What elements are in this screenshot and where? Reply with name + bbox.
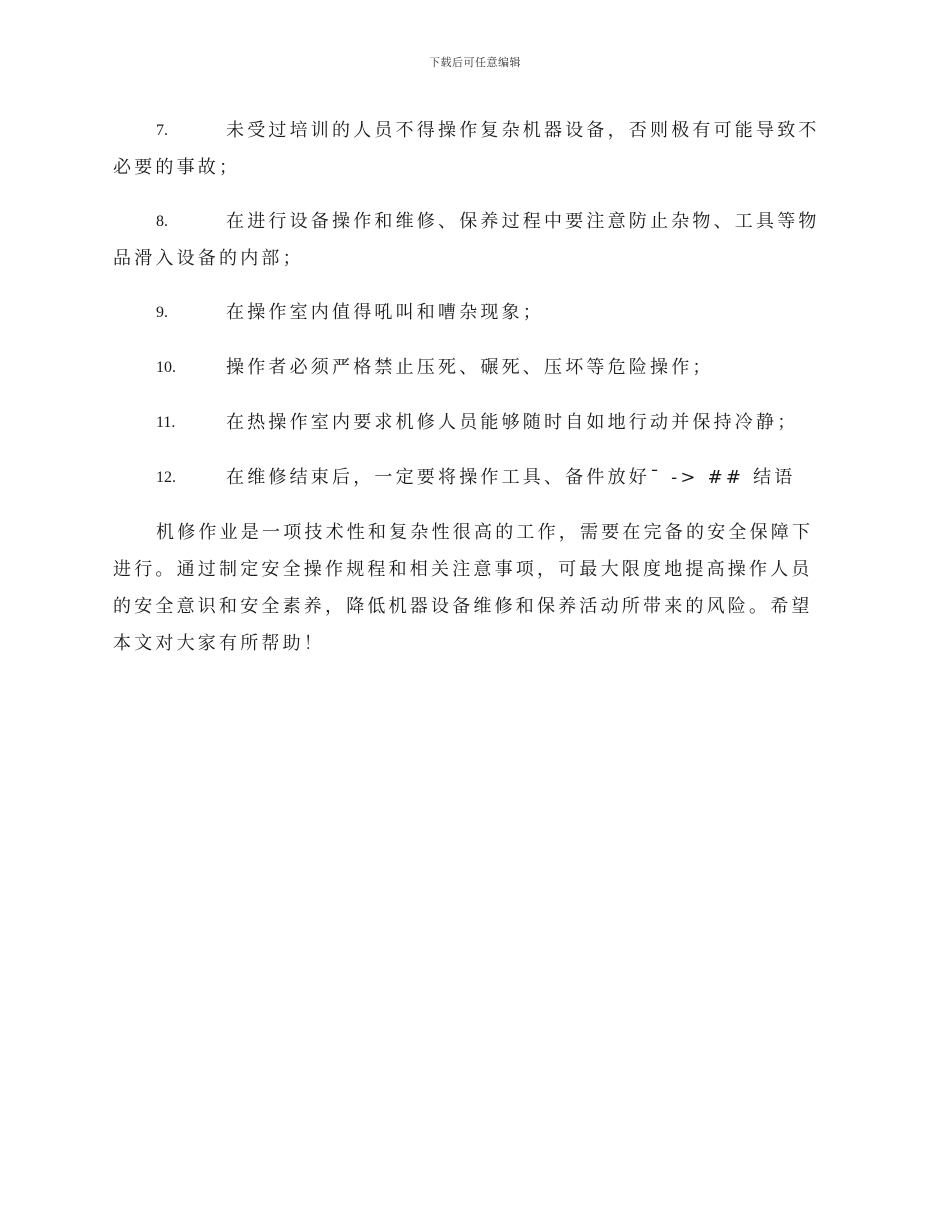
list-item	[113, 112, 833, 186]
item-text: 在操作室内值得吼叫和嘈杂现象；	[226, 302, 544, 323]
item-number: 9.	[156, 304, 168, 321]
item-number: 12.	[156, 469, 176, 486]
item-text: 在维修结束后，一定要将操作工具、备件放好ˉ -> ## 结语	[226, 467, 796, 488]
item-text: 未受过培训的人员不得操作复杂机器设备，否则极有可能导致不必要的事故；	[113, 120, 820, 178]
item-number: 11.	[156, 414, 176, 431]
list-item	[113, 203, 833, 277]
item-text: 在进行设备操作和维修、保养过程中要注意防止杂物、工具等物品滑入设备的内部；	[113, 211, 820, 269]
rules-list	[113, 112, 833, 514]
item-number: 10.	[156, 359, 176, 376]
list-item	[113, 459, 833, 496]
list-item	[113, 294, 833, 331]
item-number: 7.	[156, 122, 168, 139]
list-item	[113, 404, 833, 441]
conclusion-paragraph: 机修作业是一项技术性和复杂性很高的工作，需要在完备的安全保障下进行。通过制定安全操作规程和相关注意事项，可最大限度地提高操作人员的安全意识和安全素养，降低机器设备维修和保养活动所带来的风险。希望本文对大家有所帮助！	[113, 522, 814, 654]
item-text: 在热操作室内要求机修人员能够随时自如地行动并保持冷静；	[226, 412, 799, 433]
page-header: 下载后可任意编辑	[429, 56, 521, 69]
list-item	[113, 349, 833, 386]
item-number: 8.	[156, 213, 168, 230]
item-text: 操作者必须严格禁止压死、碾死、压坏等危险操作；	[226, 357, 714, 378]
